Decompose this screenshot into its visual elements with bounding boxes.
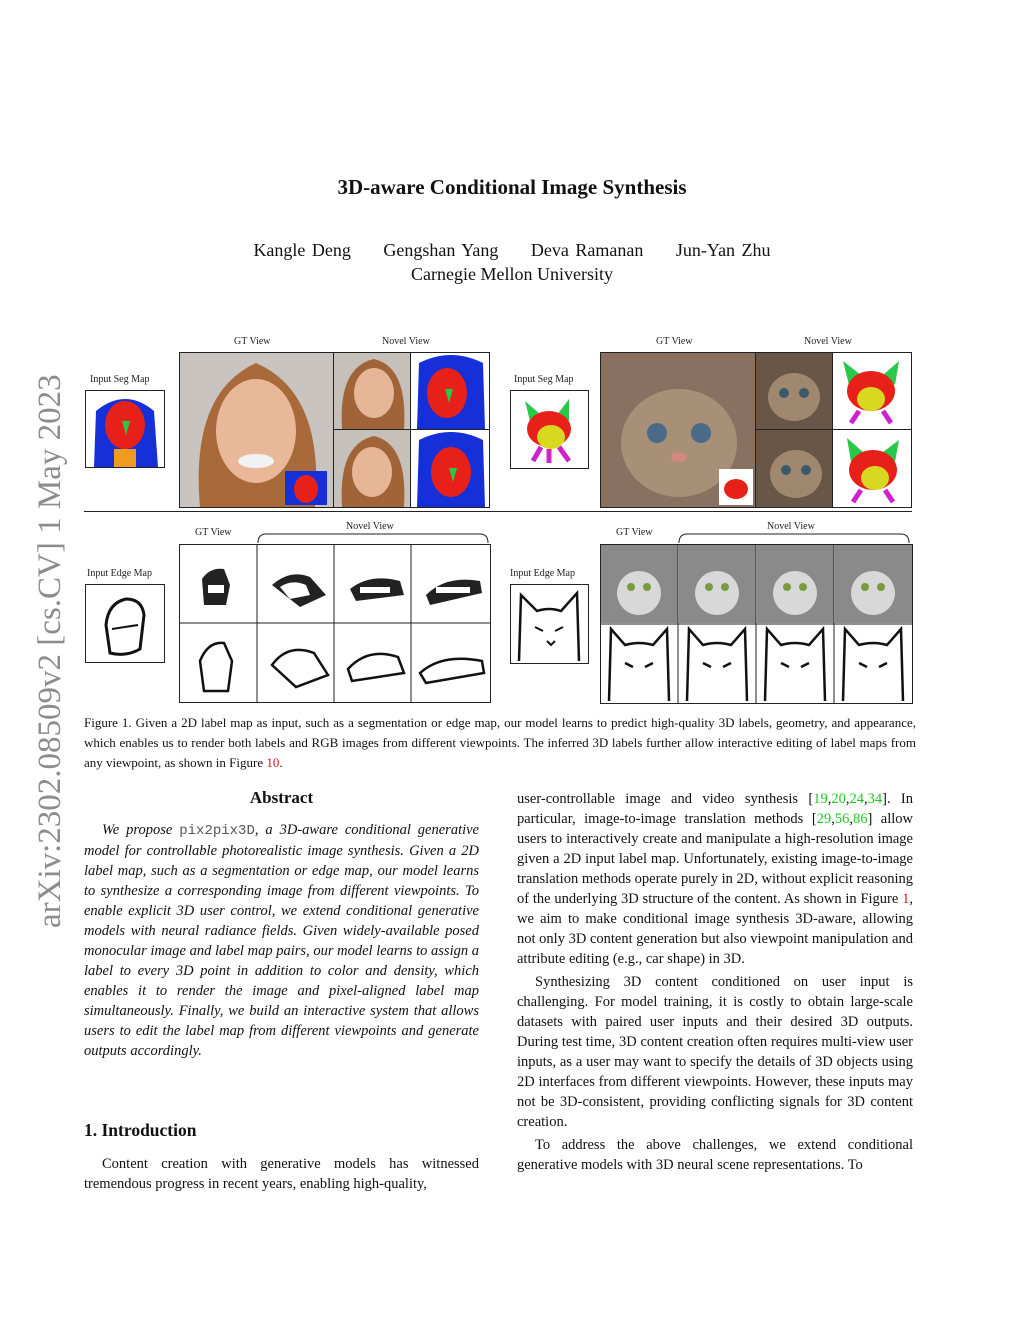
fig-label-input-seg: Input Seg Map [90,374,150,385]
fig-label-gt: GT View [234,336,271,347]
right-paragraph-2: Synthesizing 3D content conditioned on user input is challenging. For model training, it is costly to obtain large-scale datasets with paired user inputs and their desired 3D outputs. During test time, 3D content creation often requires multi-view user inputs, as a user may want to specify the details of 3D objects using 2D interfaces from different viewpoints. However, these inputs may not be 3D-consistent, providing conflicting signals for 3D content creation. [517,974,913,1130]
affiliation: Carnegie Mellon University [411,264,613,284]
citation-link[interactable]: 29 [816,811,832,827]
fig-label-gt: GT View [616,527,653,538]
caption-text: Figure 1. Given a 2D label map as input, such as a segmentation or edge map, our model learns to predict high-quality 3D labels, geometry, and appearance, which enables us to render both labels and RGB images from different viewpoints. The inferred 3D labels further allow interactive editing of label maps from any viewpoint, as shown in Figure [84,715,916,770]
text: , we aim to make conditional image synthesis 3D-aware, allowing not only 3D content generation but also viewpoint manipulation and attribute editing (e.g., car shape) in 3D. [517,891,913,967]
caption-end: . [279,755,283,770]
citation-link[interactable]: 86 [852,811,868,827]
citation-link[interactable]: 34 [867,791,883,807]
text: ]. In particular, image-to-image translation methods [ [517,791,913,827]
author: Gengshan Yang [383,240,499,260]
cat-edge-map-image [510,584,589,664]
abstract-body [84,820,479,1061]
citation-link[interactable]: 19 [813,791,828,807]
figure-caption [84,713,916,773]
author: Jun-Yan Zhu [675,240,771,260]
fig-label-input-edge: Input Edge Map [87,568,152,579]
face-novel-seg-image [410,352,490,430]
abstract-pre: We propose [102,822,180,838]
fig-label-input-seg: Input Seg Map [514,374,574,385]
method-name: pix2pix3D [179,823,255,839]
fig-label-novel: Novel View [767,521,815,532]
abstract-text: , a 3D-aware conditional generative model for controllable photorealistic image synthesis. Given a 2D label map, such as a segmentation or edge map, our model learns to synthesize a corresponding image from different viewpoints. To enable explicit 3D user control, we extend conditional generative models with neural radiance fields. Given widely-available posed monocular image and label map pairs, our model learns to assign a label to every 3D point in addition to color and density, which enables it to render the image and pixel-aligned label map simultaneously. Finally, we build an interactive system that allows users to edit the label map from different viewpoints and generate outputs accordingly. [84,822,479,1059]
fig-label-novel: Novel View [346,521,394,532]
fig-label-novel: Novel View [382,336,430,347]
novel-view-bracket [677,530,911,544]
section-heading-introduction: 1. Introduction [84,1120,197,1140]
citation-link[interactable]: 20 [831,791,846,807]
cat-novel-image [755,429,833,508]
figure-divider [84,511,912,512]
face-gt-image [179,352,334,508]
fig-label-gt: GT View [656,336,693,347]
face-novel-image [333,352,411,430]
face-seg-map-image [85,390,165,468]
cat-edge-results-grid [600,544,913,704]
intro-paragraph: Content creation with generative models has witnessed tremendous progress in recent years, enabling high-quality, [84,1156,479,1192]
paper-title: 3D-aware Conditional Image Synthesis [337,175,687,199]
cat-novel-image [755,352,833,430]
face-novel-seg-image [410,429,490,508]
text: user-controllable image and video synthesis [ [517,791,814,807]
citation-link[interactable]: 56 [834,811,850,827]
figure-ref-link[interactable]: 1 [902,891,910,907]
fig-label-novel: Novel View [804,336,852,347]
fig-label-gt: GT View [195,527,232,538]
cat-gt-image [600,352,756,508]
figure-ref-link[interactable]: 10 [266,755,280,770]
arxiv-stamp-text: arXiv:2302.08509v2 [cs.CV] 1 May 2023 [32,374,68,928]
fig-label-input-edge: Input Edge Map [510,568,575,579]
face-novel-image [333,429,411,508]
right-paragraph-3: To address the above challenges, we extend conditional generative models with 3D neural scene representations. To [517,1137,913,1173]
cat-seg-map-image [510,390,589,469]
text: ] allow users to interactively create and manipulate a high-resolution image given a 2D input label map. Unfortunately, existing image-to-image translation methods operate purely in 2D, without explicit reasoning of the underlying 3D structure of the content. As shown in Figure [517,811,914,907]
car-edge-map-image [85,584,165,663]
author: Deva Ramanan [530,240,644,260]
novel-view-bracket [256,530,490,544]
cat-novel-seg-image [832,352,912,430]
figure-1 [0,330,1024,710]
abstract-heading: Abstract [249,788,314,807]
author-list [0,240,1024,261]
right-paragraph-1: user-controllable image and video synthesis [19,20,24,34]. In particular, image-to-image translation methods [29,56,86] allow users to interactively create and manipulate a high-resolution image given a 2D input label map. Unfortunately, existing image-to-image translation methods operate purely in 2D, without explicit reasoning of the underlying 3D structure of the content. As shown in Figure 1, we aim to make conditional image synthesis 3D-aware, allowing not only 3D content generation but also viewpoint manipulation and attribute editing (e.g., car shape) in 3D. [517,791,914,967]
citation-link[interactable]: 24 [849,791,864,807]
car-results-grid [179,544,491,703]
cat-novel-seg-image [832,429,912,508]
author: Kangle Deng [253,240,351,260]
right-column [517,789,913,1178]
